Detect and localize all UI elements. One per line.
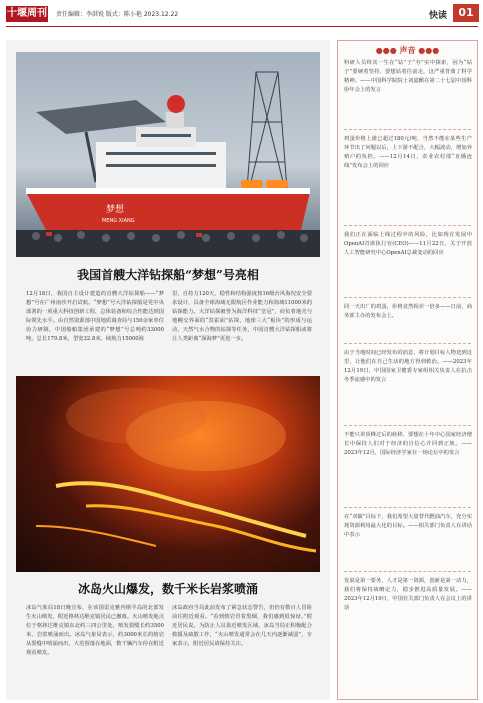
sidebar-quote-8: 发展是第一要务，人才是第一资源，创新是第一动力，我们将保持战略定力，稳步推进高质量发展。——2023年12月19日，中国有关部门负责人在会议上的讲话 xyxy=(344,578,472,611)
sidebar-divider xyxy=(344,129,471,130)
sidebar-quote-6: 不能只讲顶峰过后的转移，要想在十年中心国家经济增长中保持人们对于经济的自信心并回到正轨。——2023年12月，国际经济学家在一场论坛中的发言 xyxy=(344,432,472,456)
drill-ship-illustration xyxy=(16,52,320,257)
header-divider xyxy=(6,26,478,27)
page-header xyxy=(0,0,483,40)
ship-photo xyxy=(16,52,320,257)
sidebar-quote-3: 我们正在面临上线过程中的风险，比如现在发展中OpenAI首席执行官(CEO)——11月22日，关于开放人工智能研究中心OpenAI总裁变动的回应 xyxy=(344,232,472,256)
volcano-photo xyxy=(16,376,320,572)
article2-body-left: 冰岛气象局18日晚宣布，在该国雷克雅内斯半岛的北部发生火山喷发，附近格林达维克镇居民已撤离。火山喷发地点位于格林达维克镇东北约三四公里处，喷发裂缝长约3500米，岩浆喷涌而出。冰岛气象局表示，约3000米长的熔岩从裂缝中喷涌而出，大范围落在地面，数千辆汽车停在附近观看喷发。 xyxy=(26,605,164,656)
article1-headline: 我国首艘大洋钻探船“梦想”号亮相 xyxy=(77,268,259,282)
lava-illustration xyxy=(16,376,320,572)
sidebar-divider xyxy=(344,343,471,344)
credits-line: 责任编辑：李洪锐 版式：陈小艳 2023.12.22 xyxy=(56,11,179,18)
page-number-badge: 01 xyxy=(453,4,479,22)
section-title: 快读 xyxy=(428,11,447,21)
sidebar-quote-5: 由于当地时间已经发布的消息，将计划目标人物送到这里，让他们在自己生活的地方得到救治。——2023年12月19日，中国国家卫健委专家组相关负责人在抗击冬季流感中的发言 xyxy=(344,350,472,383)
sidebar-divider xyxy=(344,425,471,426)
article1-body-left: 12月18日，我国自主设计建造的首艘大洋钻探船——“梦想”号在广州南沙开启试航。“梦想”号大洋钻探船是党中央部署的一项重大科技创新工程，总体装备和综合性能达到国际领先水平。由自然资源部中国地质调查局与150余家单位协力研制，中国船舶集团承建的“梦想”号总吨约33000吨，总长179.8米，型宽32.8米，续航力15000海 xyxy=(26,291,164,342)
sidebar-quote-4: 同一天出厂的鸡蛋，价格竟然相差一倍多——日前，商务部主办的发布会上。 xyxy=(344,304,472,319)
ship-name-text: 梦想 xyxy=(106,205,125,215)
main-column xyxy=(6,40,330,700)
article2-body-right: 冰岛政府当局此前发布了紧急状态警告，但仍有数百人冒险前往附近观看。“看到熔岩冒着黑烟，我们感到很惊讶。”附近居民说。为防止人员靠近喷发区域，冰岛当局正积极配合救援及疏散工作，“火山喷发通常会在几天内逐渐减弱”，专家表示，附近居民请保持关注。 xyxy=(172,605,312,647)
article2-headline: 冰岛火山爆发，数千米长岩浆喷涌 xyxy=(77,582,258,596)
sidebar-quote-7: 在“双碳”目标下，我们希望大量替代燃油汽车，充分实现资源利用最大化的目标。——相关部门负责人在讲话中表示 xyxy=(344,514,472,538)
sidebar-divider xyxy=(344,507,471,508)
ship-name-pinyin: MENG XIANG xyxy=(102,218,135,224)
sidebar-divider xyxy=(344,297,471,298)
sidebar-divider xyxy=(344,571,471,572)
sidebar-heading: ●●● 声音 ●●● xyxy=(375,46,440,55)
masthead: 十堰周刊 xyxy=(6,6,48,22)
sidebar-quote-2: 鸡蛋价格上涨已超过180元/吨，当然不能在某些生产环节出了问题以后，上下游不配合，大幅波动，增加养殖户的负担。——12月14日，农业农村部“直播连线”发布会上的回应 xyxy=(344,136,472,169)
voices-sidebar xyxy=(337,40,478,700)
sidebar-divider xyxy=(344,225,471,226)
sidebar-quote-1: 科研人员终其一生在“钻”子“夯”实中探索，因为“钻子”要硬着坚持、要想钻着往前走，这严重背离了科学精神。——中国科学院院士刘嘉麒在第二十七届中国科协年会上的发言 xyxy=(344,60,472,93)
article1-body-right: 里，自持力120天，稳性和结构强度按16级台风海况安全要求设计，具备全球海域无限航区作业能力和海域11000米的钻探能力。大洋钻探被誉为海洋科技“皇冠”，肩负着地壳与地幔交界面的“莫霍面”钻探，地球三大“板块”的形成与运动，天然气水合物的钻探等任务，中国首艘大洋钻探船或将让人类距离“深海梦”更进一步。 xyxy=(172,291,312,342)
